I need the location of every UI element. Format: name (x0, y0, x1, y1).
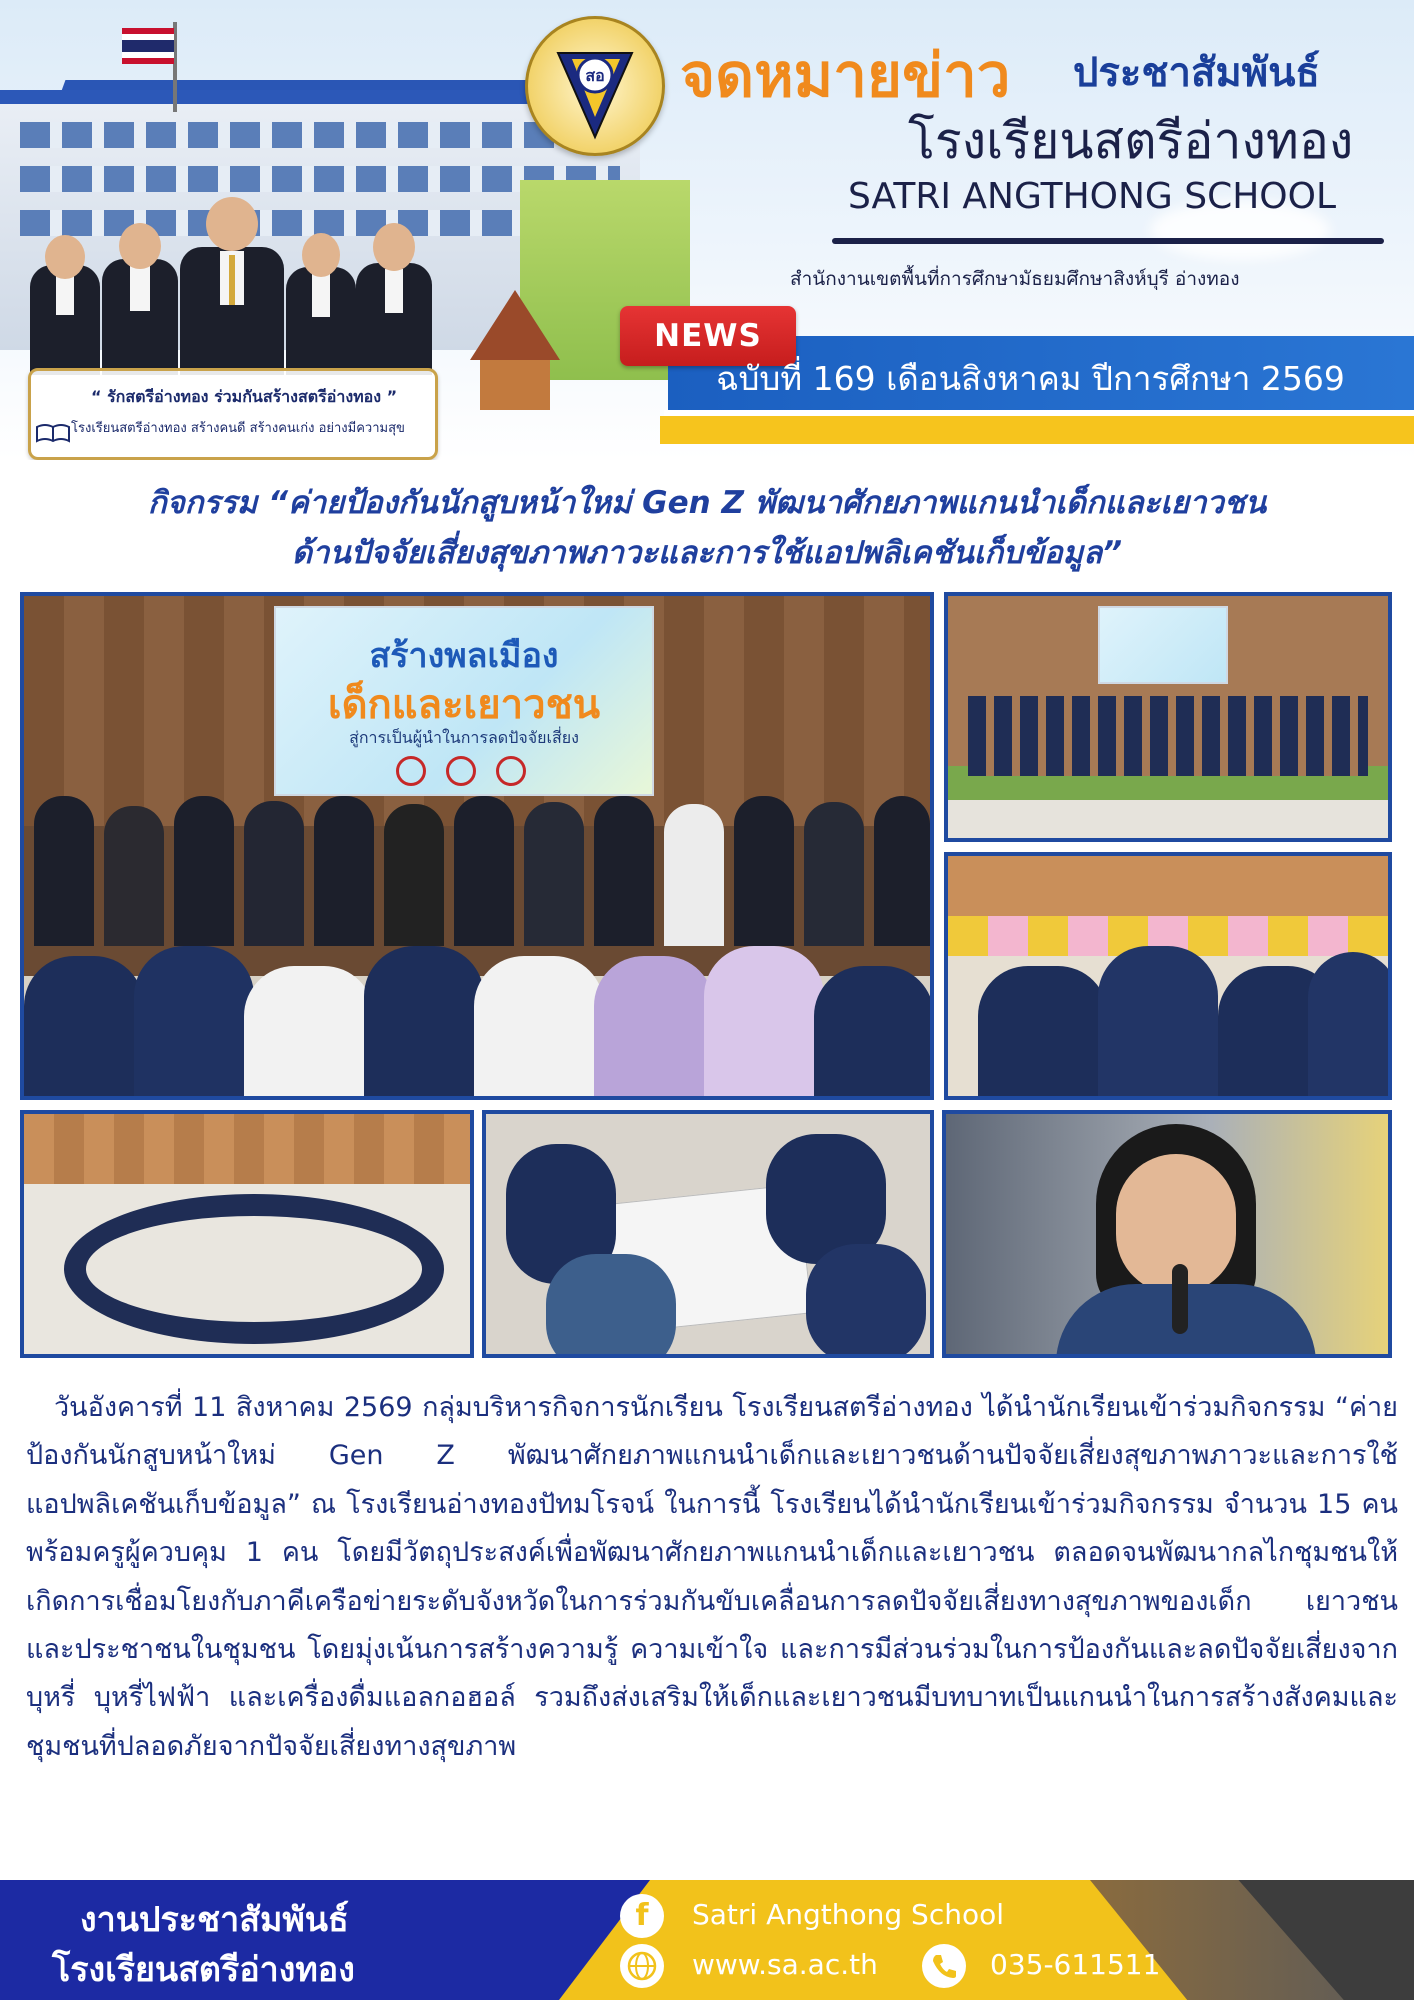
student (806, 1244, 926, 1358)
staff-group-photo (30, 195, 430, 375)
student (1098, 946, 1218, 1100)
news-badge: NEWS (620, 306, 796, 366)
band-accent (660, 416, 1414, 444)
title-divider (832, 238, 1384, 244)
staff-person (180, 197, 284, 375)
globe-icon[interactable] (620, 1944, 664, 1988)
school-emblem-icon (528, 19, 662, 153)
school-logo (525, 16, 665, 156)
activity-photo-group (944, 592, 1392, 842)
article-body: วันอังคารที่ 11 สิงหาคม 2569 กลุ่มบริหารกิจการนักเรียน โรงเรียนสตรีอ่างทอง ได้นำนักเรียนเข้าร่วมกิจกรรม “ค่ายป้องกันนักสูบหน้าใหม่ Gen Z พัฒนาศักยภาพแกนนำเด็กและเยาวชนด้านปัจจัยเสี่ยงสุขภาพภาวะและการใช้แอปพลิเคชันเก็บข้อมูล” ณ โรงเรียนอ่างทองปัทมโรจน์ ในการนี้ โรงเรียนได้นำนักเรียนเข้าร่วมกิจกรรม จำนวน 15 คน พร้อมครูผู้ควบคุม 1 คน โดยมีวัตถุประสงค์เพื่อพัฒนาศักยภาพแกนนำเด็กและเยาวชน ตลอดจนพัฒนากลไกชุมชนให้เกิดการเชื่อมโยงกับภาคีเครือข่ายระดับจังหวัดในการร่วมกันขับเคลื่อนการลดปัจจัยเสี่ยงทางสุขภาพของเด็ก เยาวชน และประชาชนในชุมชน โดยมุ่งเน้นการสร้างความรู้ ความเข้าใจ และการมีส่วนร่วมในการป้องกันและลดปัจจัยเสี่ยงจาก บุหรี่ บุหรี่ไฟฟ้า และเครื่องดื่มแอลกอฮอล์ รวมถึงส่งเสริมให้เด็กและเยาวชนมีบทบาทเป็นแกนนำในการสร้างสังคมและชุมชนที่ปลอดภัยจากปัจจัยเสี่ยงทางสุขภาพ (26, 1392, 1398, 1762)
education-office: สำนักงานเขตพื้นที่การศึกษามัธยมศึกษาสิงห์บุรี อ่างทอง (790, 268, 1240, 290)
standing-students (968, 696, 1368, 776)
staff-person (102, 215, 178, 375)
event-banner-small (1098, 606, 1228, 684)
staff-person (30, 225, 100, 375)
student (1308, 952, 1392, 1100)
footer-department: งานประชาสัมพันธ์ (80, 1900, 349, 1940)
no-vape-icon (446, 756, 476, 786)
website-link[interactable]: www.sa.ac.th (692, 1948, 878, 1981)
no-alcohol-icon (496, 756, 526, 786)
wall (24, 1114, 470, 1184)
facebook-icon[interactable]: f (620, 1894, 664, 1938)
motto-box (28, 368, 438, 460)
standing-crowd (24, 796, 930, 946)
newsletter-subtitle: ประชาสัมพันธ์ (1073, 50, 1320, 96)
activity-photo-workshop (482, 1110, 934, 1358)
banner-text: สร้างพลเมือง (369, 636, 559, 676)
staff-person (286, 223, 356, 375)
banner-text: สู่การเป็นผู้นำในการลดปัจจัยเสี่ยง (349, 728, 579, 747)
staff-person (356, 215, 432, 375)
microphone-icon (1172, 1264, 1188, 1334)
phone-number[interactable]: 035-611511 (990, 1948, 1161, 1981)
banner-text: เด็กและเยาวชน (327, 682, 601, 728)
thai-pavilion (470, 290, 560, 410)
activity-photo-speaker (942, 1110, 1392, 1358)
footer (0, 1880, 1414, 2000)
activity-photo-main (20, 592, 934, 1100)
seated-students (24, 926, 930, 1100)
issue-number: ฉบับที่ 169 เดือนสิงหาคม ปีการศึกษา 2569 (716, 359, 1345, 398)
activity-photo-circle (20, 1110, 474, 1358)
article-title (20, 478, 1394, 578)
book-icon (35, 423, 71, 443)
no-smoking-icon (396, 756, 426, 786)
thai-flag-icon (122, 28, 174, 64)
school-name-thai: โรงเรียนสตรีอ่างทอง (908, 112, 1354, 170)
article-title-line: กิจกรรม “ค่ายป้องกันนักสูบหน้าใหม่ Gen Z พัฒนาศักยภาพแกนนำเด็กและเยาวชน (147, 485, 1267, 521)
newsletter-header (0, 0, 1414, 460)
wall (948, 856, 1388, 916)
event-banner (274, 606, 654, 796)
activity-photo-seated (944, 852, 1392, 1100)
facebook-link[interactable]: Satri Angthong School (692, 1898, 1005, 1931)
motto-text: “ รักสตรีอ่างทอง ร่วมกันสร้างสตรีอ่างทอง ” (91, 387, 398, 406)
motto-subtext: โรงเรียนสตรีอ่างทอง สร้างคนดี สร้างคนเก่ง อย่างมีความสุข (71, 421, 405, 436)
footer-school-name: โรงเรียนสตรีอ่างทอง (52, 1950, 355, 1990)
school-name-english: SATRI ANGTHONG SCHOOL (848, 176, 1337, 217)
floor (948, 800, 1388, 838)
student (546, 1254, 676, 1358)
newsletter-title: จดหมายข่าว (680, 41, 1011, 111)
article-title-line: ด้านปัจจัยเสี่ยงสุขภาพภาวะและการใช้แอปพลิเคชันเก็บข้อมูล” (291, 535, 1123, 571)
phone-icon[interactable] (922, 1944, 966, 1988)
student (978, 966, 1108, 1100)
svg-text:สอ: สอ (585, 66, 605, 85)
student-circle (64, 1194, 444, 1344)
